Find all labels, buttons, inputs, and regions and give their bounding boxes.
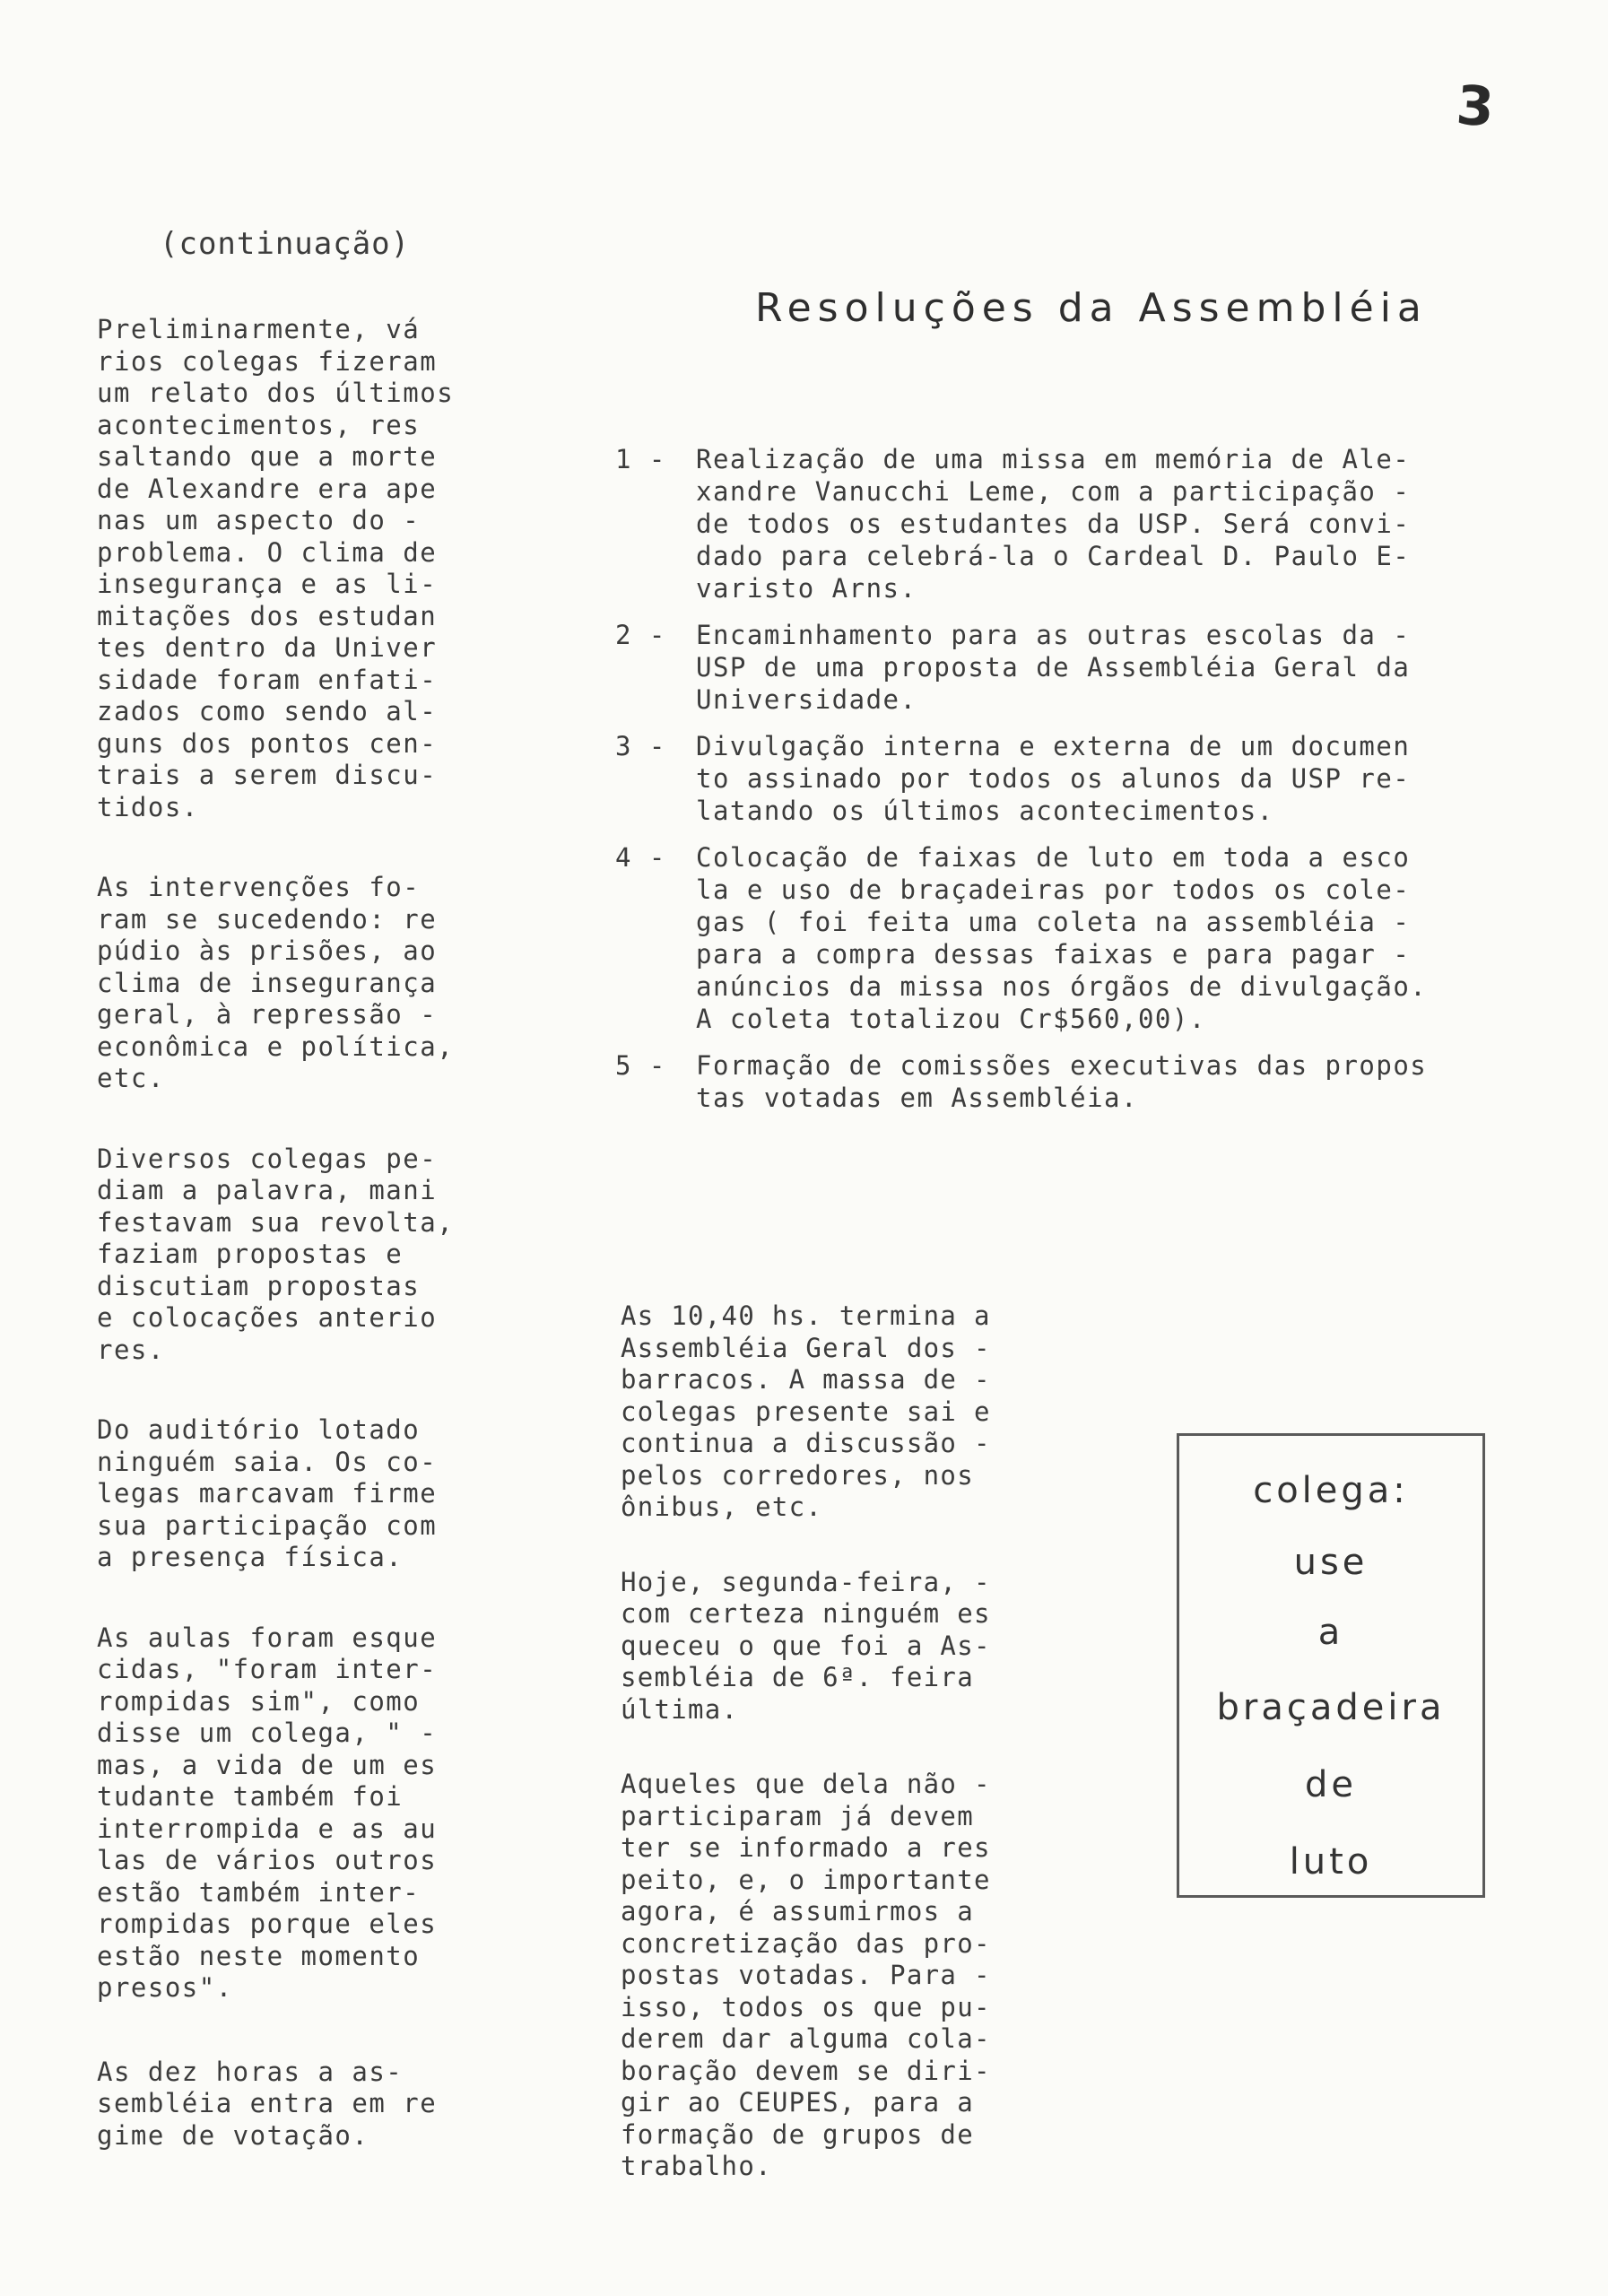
continuation-label: (continuação) [160, 226, 411, 262]
page-number: 3 [1454, 74, 1497, 140]
notice-line-colega: colega: [1253, 1470, 1409, 1511]
resolution-item [615, 619, 1548, 716]
paragraph-auditorium: Do auditório lotado ninguém saia. Os co- legas marcavam firme sua participação com a presença física. [97, 1414, 438, 1572]
paragraph-classes: As aulas foram esque cidas, "foram inter- rompidas sim", como disse um colega, " - mas, a vida de um es tudante também foi interrompida e as au las de vários outros estão também inter- rompidas porque eles estão neste momento presos". [97, 1622, 438, 2003]
notice-line-de: de [1305, 1764, 1357, 1805]
notice-line-luto: luto [1289, 1841, 1373, 1883]
paragraph-voting: As dez horas a as- sembléia entra em re gime de votação. [97, 2056, 438, 2151]
resolution-number: 3 - [615, 731, 666, 761]
notice-line-use: use [1293, 1542, 1369, 1583]
resolutions-list [615, 443, 1548, 1128]
left-column [97, 314, 509, 2200]
paragraph-call-to-action: Aqueles que dela não - participaram já devem ter se informado a res peito, e, o importante agora, é assumirmos a concretização das pro- postas votadas. Para - isso, todos os que pu- derem dar alguma cola- boração devem se diri- gir ao CEUPES, para a formação de grupos de trabalho. [621, 1769, 991, 2181]
resolution-item [615, 443, 1548, 604]
paragraph-assembly-end: As 10,40 hs. termina a Assembléia Geral dos - barracos. A massa de - colegas presente sai e continua a discussão - pelos corredores, nos ônibus, etc. [621, 1300, 991, 1522]
paragraph-preliminary: Preliminarmente, vá rios colegas fizeram um relato dos últimos acontecimentos, res saltando que a morte de Alexandre era ape nas um aspecto do - problema. O clima de insegurança e as li- mitações dos estudan tes dentro da Univer sidade foram enfati- zados como sendo al- guns dos pontos cen- trais a serem discu- tidos. [97, 314, 455, 822]
resolution-text: Realização de uma missa em memória de Ale- xandre Vanucchi Leme, com a participação - de todos os estudantes da USP. Será convi- dado para celebrá-la o Cardeal D. Paulo E- varisto Arns. [696, 444, 1411, 604]
middle-column [621, 1300, 1069, 2226]
resolution-text: Colocação de faixas de luto em toda a esco la e uso de braçadeiras por todos os cole- gas ( foi feita uma coleta na assembléia - para a compra dessas faixas e para pagar - anúncios da missa nos órgãos de divulgação. A coleta totalizou Cr$560,00). [696, 842, 1428, 1034]
paragraph-today: Hoje, segunda-feira, - com certeza ninguém es queceu o que foi a As- sembléia de 6ª. feira última. [621, 1566, 991, 1725]
notice-line-bracadeira: braçadeira [1216, 1687, 1446, 1728]
resolution-number: 5 - [615, 1050, 666, 1081]
notice-line-a: a [1317, 1612, 1344, 1653]
resolution-text: Encaminhamento para as outras escolas da - USP de uma proposta de Assembléia Geral da Universidade. [696, 620, 1411, 715]
resolutions-title: Resoluções da Assembléia [755, 285, 1428, 331]
paragraph-colleagues: Diversos colegas pe- diam a palavra, mani festavam sua revolta, faziam propostas e discutiam propostas e colocações anterio res. [97, 1143, 455, 1365]
resolution-item [615, 730, 1548, 827]
paragraph-interventions: As intervenções fo- ram se sucedendo: re púdio às prisões, ao clima de insegurança geral, à repressão - econômica e política, etc. [97, 872, 455, 1093]
resolution-number: 4 - [615, 842, 666, 873]
armband-notice-box [1177, 1433, 1485, 1898]
resolution-item [615, 841, 1548, 1035]
resolution-text: Divulgação interna e externa de um documen to assinado por todos os alunos da USP re- latando os últimos acontecimentos. [696, 731, 1411, 826]
resolution-number: 1 - [615, 444, 666, 474]
resolution-number: 2 - [615, 620, 666, 650]
resolution-text: Formação de comissões executivas das propos tas votadas em Assembléia. [696, 1050, 1428, 1113]
resolution-item [615, 1049, 1548, 1114]
